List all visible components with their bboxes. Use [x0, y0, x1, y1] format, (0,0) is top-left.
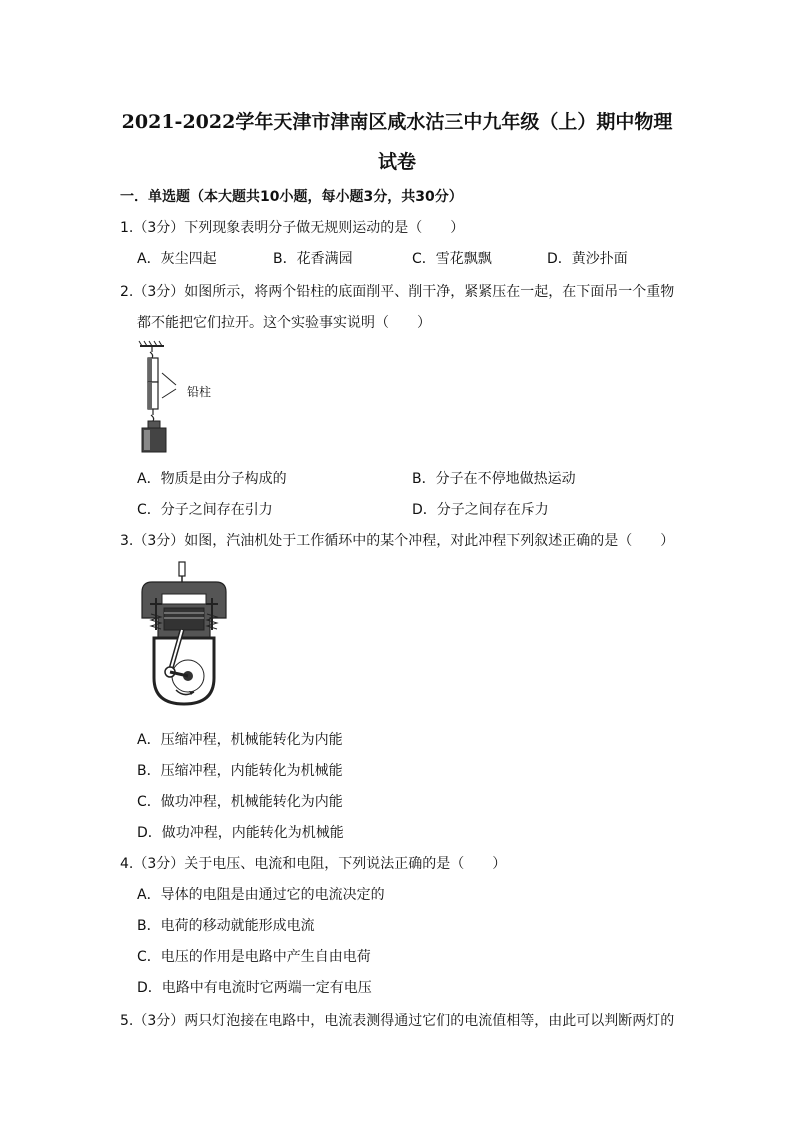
- question-4-option-d: D．电路中有电流时它两端一定有电压: [137, 980, 372, 996]
- question-2-option-d: D．分子之间存在斥力: [412, 502, 549, 518]
- question-1-option-a: A．灰尘四起: [137, 251, 217, 267]
- question-2-option-c: C．分子之间存在引力: [137, 502, 273, 518]
- question-2-stem-line2: 都不能把它们拉开。这个实验事实说明（ ）: [137, 315, 431, 331]
- question-3-option-b: B．压缩冲程，内能转化为机械能: [137, 763, 343, 779]
- section-heading: 一．单选题（本大题共10小题，每小题3分，共30分）: [120, 189, 463, 205]
- question-2-option-a: A．物质是由分子构成的: [137, 471, 287, 487]
- question-4-option-c: C．电压的作用是电路中产生自由电荷: [137, 949, 371, 965]
- question-2-option-b: B．分子在不停地做热运动: [412, 471, 576, 487]
- question-1-option-d: D．黄沙扑面: [547, 251, 628, 267]
- question-3-stem: 3.（3分）如图，汽油机处于工作循环中的某个冲程，对此冲程下列叙述正确的是（ ）: [120, 533, 675, 549]
- page-title-line1: 2021-2022学年天津市津南区咸水沽三中九年级（上）期中物理: [121, 111, 673, 133]
- lead-cylinder-label: 铅柱: [187, 385, 212, 399]
- question-4-option-b: B．电荷的移动就能形成电流: [137, 918, 315, 934]
- question-5-stem: 5.（3分）两只灯泡接在电路中，电流表测得通过它们的电流值相等，由此可以判断两灯的: [120, 1013, 675, 1029]
- question-3-option-d: D．做功冲程，内能转化为机械能: [137, 825, 344, 841]
- question-3-option-c: C．做功冲程，机械能转化为内能: [137, 794, 343, 810]
- gasoline-engine-figure: [136, 560, 232, 708]
- question-4-stem: 4.（3分）关于电压、电流和电阻，下列说法正确的是（ ）: [120, 856, 507, 872]
- question-1-option-b: B．花香满园: [273, 251, 353, 267]
- lead-cylinder-figure: [130, 340, 230, 455]
- question-1-option-c: C．雪花飘飘: [412, 251, 492, 267]
- question-1-stem: 1.（3分）下列现象表明分子做无规则运动的是（ ）: [120, 220, 465, 236]
- question-4-option-a: A．导体的电阻是由通过它的电流决定的: [137, 887, 385, 903]
- question-3-option-a: A．压缩冲程，机械能转化为内能: [137, 732, 343, 748]
- question-2-stem-line1: 2.（3分）如图所示，将两个铅柱的底面削平、削干净，紧紧压在一起，在下面吊一个重物: [120, 284, 675, 300]
- page-title-line2: 试卷: [377, 151, 416, 173]
